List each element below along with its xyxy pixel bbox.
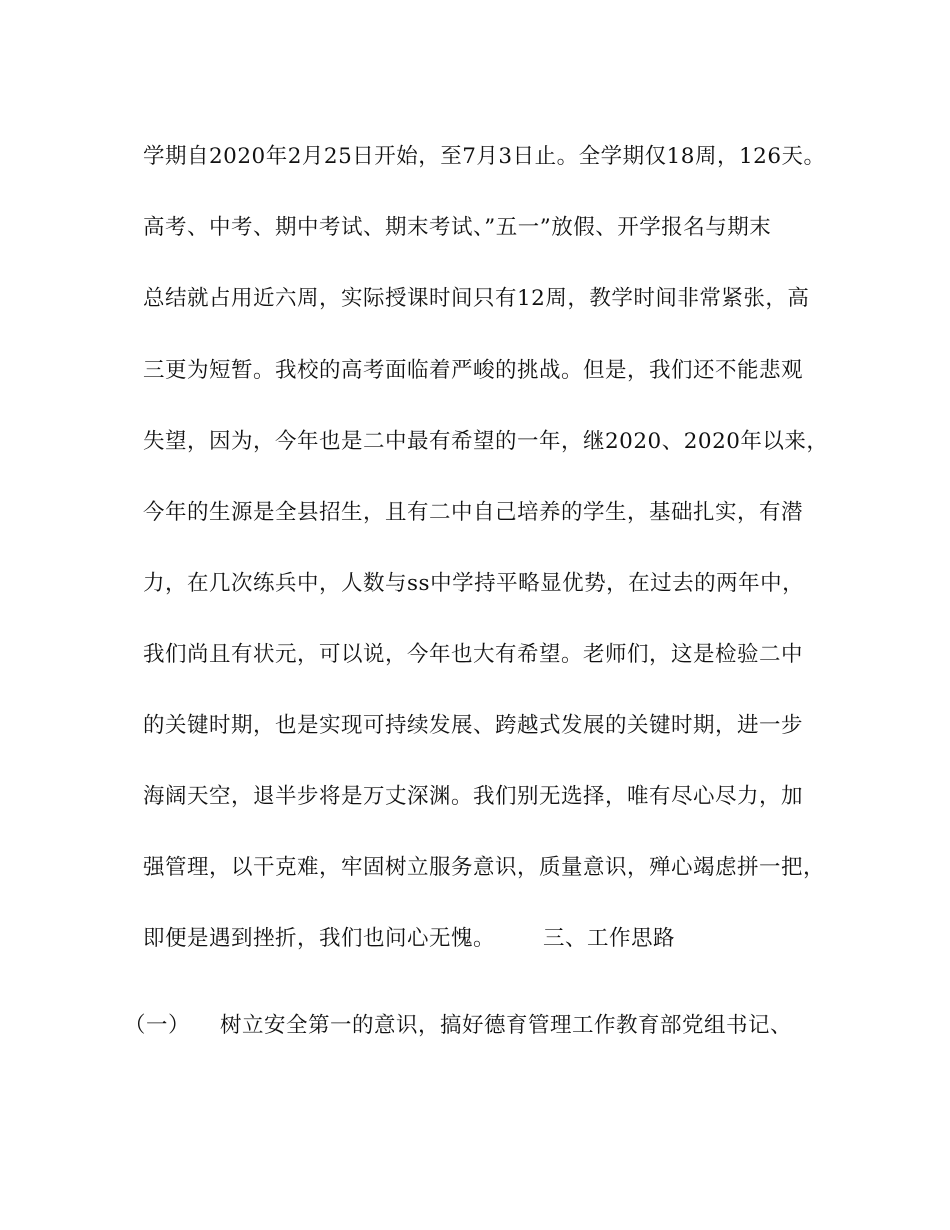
subsection-line [124, 1011, 792, 1041]
paragraph-line: 高考、中考、期中考试、期末考试、”五一”放假、开学报名与期末 [143, 215, 772, 240]
paragraph-line: 失望，因为，今年也是二中最有希望的一年，继2020、2020年以来， [143, 429, 829, 454]
paragraph-line: 海阔天空，退半步将是万丈深渊。我们别无选择，唯有尽心尽力，加 [143, 784, 804, 809]
paragraph-line: 力，在几次练兵中，人数与ss中学持平略显优势，在过去的两年中， [143, 571, 805, 596]
subsection-number: （一） [124, 1013, 191, 1038]
paragraph-closing-text: 即便是遇到挫折，我们也问心无愧。 [143, 926, 496, 951]
paragraph-line: 今年的生源是全县招生，且有二中自己培养的学生，基础扎实，有潜 [143, 500, 804, 525]
paragraph-line-with-heading [143, 924, 675, 954]
paragraph-line: 我们尚且有状元，可以说，今年也大有希望。老师们，这是检验二中 [143, 642, 804, 667]
paragraph-line: 三更为短暂。我校的高考面临着严峻的挑战。但是，我们还不能悲观 [143, 358, 804, 383]
paragraph-line: 总结就占用近六周，实际授课时间只有12周，教学时间非常紧张，高 [143, 286, 810, 311]
section-heading: 三、工作思路 [543, 926, 676, 951]
paragraph-line: 的关键时期，也是实现可持续发展、跨越式发展的关键时期，进一步 [143, 713, 804, 738]
subsection-text: 树立安全第一的意识，搞好德育管理工作教育部党组书记、 [220, 1013, 793, 1038]
paragraph-line: 学期自2020年2月25日开始，至7月3日止。全学期仅18周，126天。 [143, 144, 826, 169]
paragraph-line: 强管理，以干克难，牢固树立服务意识，质量意识，殚心竭虑拼一把， [143, 855, 826, 880]
